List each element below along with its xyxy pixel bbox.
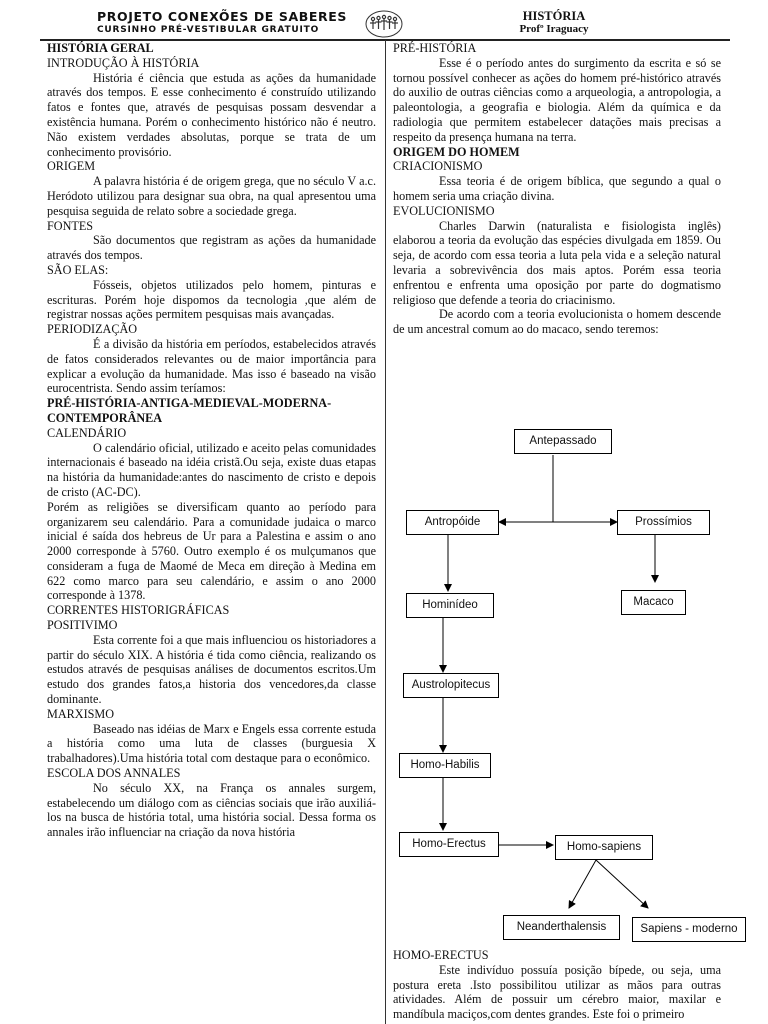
column-divider <box>385 40 386 1024</box>
project-subtitle: CURSINHO PRÉ-VESTIBULAR GRATUITO <box>97 25 320 35</box>
left-column <box>47 41 376 840</box>
section-heading: CRIACIONISMO <box>393 159 483 174</box>
node-homo-sapiens: Homo-sapiens <box>555 835 653 860</box>
section-heading: ESCOLA DOS ANNALES <box>47 766 181 781</box>
paragraph: Charles Darwin (naturalista e fisiologista inglês) elaborou a teoria da evolução das espécies divulgada em 1859. Ou seja, de acordo com essa teoria a luta pela vida e a seleção natural levaria a sobrevivência dos mais aptos. Porém essa teoria enfrentou e enfrenta uma oposição por parte do dogmatismo religioso que defende a teoria do criacinismo. <box>393 218 721 307</box>
paragraph: História é ciência que estuda as ações da humanidade através dos tempos. E esse conhecimento é construído utilizando fatos e fontes que, através de pesquisas possam desvendar a existência humana. Porém o conhecimento histórico não é neutro. Não existem verdades absolutas, porque se trata de um conhecimento provisório. <box>47 70 376 159</box>
section-heading: CALENDÁRIO <box>47 425 127 440</box>
page-header <box>0 0 768 44</box>
evolution-diagram <box>393 420 768 950</box>
section-heading: SÃO ELAS: <box>47 262 109 277</box>
node-hominideo: Hominídeo <box>406 593 494 618</box>
project-logo-icon <box>364 9 404 39</box>
section-heading: PERIODIZAÇÃO <box>47 322 138 337</box>
paragraph: Este indivíduo possuía posição bípede, ou seja, uma postura ereta .Isto possibilitou utilizar as mãos para outras atividades. Além de possuir um cérebro maior, maxilar e mandíbula maciços,com dentes grandes. Este foi o primeiro <box>393 962 721 1022</box>
page-title: HISTÓRIA GERAL <box>47 41 154 55</box>
section-heading: EVOLUCIONISMO <box>393 203 495 218</box>
paragraph: Essa teoria é de origem bíblica, que segundo a qual o homem seria uma criação divina. <box>393 174 721 203</box>
project-title: PROJETO CONEXÕES DE SABERES <box>97 9 347 24</box>
periods-list: PRÉ-HISTÓRIA-ANTIGA-MEDIEVAL-MODERNA-CONTEMPORÂNEA <box>47 396 332 425</box>
paragraph: De acordo com a teoria evolucionista o homem descende de um ancestral comum ao do macaco, sendo teremos: <box>393 307 721 337</box>
section-heading: CORRENTES HISTORIGRÁFICAS <box>47 603 230 618</box>
subject-title: HISTÓRIA <box>522 9 586 23</box>
right-column-bottom <box>393 948 721 1022</box>
section-heading: MARXISMO <box>47 706 115 721</box>
paragraph: A palavra história é de origem grega, que no século V a.c. Heródoto utilizou para designar sua obra, na qual apresentou uma pesquisa seguida de relato sobre a sociedade grega. <box>47 174 376 218</box>
paragraph: Esta corrente foi a que mais influenciou os historiadores a partir do século XIX. A história é tida como ciência, realizando os estudos através de pesquisas análises de documentos escritos.Um estudo dos grandes fatos,a historia dos vencedores,da classe dominante. <box>47 632 376 707</box>
paragraph: É a divisão da história em períodos, estabelecidos através de fatos considerados relevantes ou de maior importância para explicar a evolução da humanidade. Mas isso é baseado na visão eurocentrista. Sendo assim teríamos: <box>47 336 376 396</box>
node-prossimios: Prossímios <box>617 510 710 535</box>
paragraph: Esse é o período antes do surgimento da escrita e só se tornou possível conhecer as ações do homem pré-histórico através do auxilio de outras ciências como a arqueologia, a antropologia, a paleontologia, a geografia e biologia. Além da química e da radiologia que permitem estabelecer datações mais precisas a respeito da presença humana na terra. <box>393 55 721 144</box>
section-heading: FONTES <box>47 218 94 233</box>
section-heading: INTRODUÇÃO À HISTÓRIA <box>47 55 200 70</box>
paragraph: O calendário oficial, utilizado e aceito pelas comunidades internacionais é baseado na idéia cristã.Ou seja, existe duas etapas na história da humanidade:antes do nascimento de cristo e depois de cristo (AC-DC). <box>47 440 376 499</box>
node-antropoide: Antropóide <box>406 510 499 535</box>
node-sapiens-moderno: Sapiens - moderno <box>632 917 746 942</box>
node-homo-habilis: Homo-Habilis <box>399 753 491 778</box>
node-homo-erectus: Homo-Erectus <box>399 832 499 857</box>
node-antepassado: Antepassado <box>514 429 612 454</box>
node-austrolopitecus: Austrolopitecus <box>403 673 499 698</box>
right-column <box>393 41 721 337</box>
teacher-name: Profº Iraguacy <box>519 23 589 35</box>
project-block <box>97 10 347 36</box>
section-heading: PRÉ-HISTÓRIA <box>393 41 477 55</box>
paragraph: Porém as religiões se diversificam quanto ao período para organizarem seu calendário. Para a comunidade judaica o marco inicial é saída dos hebreus de Ur para a Palestina e assim o ano 2000 corresponde à 5760. Outro exemplo é os mulçumanos que consideram a fuga de Maomé de Meca em direção à Medina em 622 como marco para seu calendário, e assim o ano 2000 corresponde à 1378. <box>47 499 376 603</box>
section-heading: ORIGEM <box>47 159 96 174</box>
paragraph: São documentos que registram as ações da humanidade através dos tempos. <box>47 233 376 263</box>
connector-arrow <box>596 860 648 908</box>
subject-block <box>484 10 624 36</box>
paragraph: Baseado nas idéias de Marx e Engels essa corrente estuda a história como uma luta de classes (burguesia X trabalhadores).Uma história total com destaque para o econômico. <box>47 721 376 766</box>
section-heading: HOMO-ERECTUS <box>393 948 489 962</box>
section-heading: ORIGEM DO HOMEM <box>393 144 520 159</box>
subsection-heading: POSITIVIMO <box>47 618 118 633</box>
paragraph: Fósseis, objetos utilizados pelo homem, pinturas e escrituras. Porém hoje dispomos da tecnologia ,que além de registrar nossas ações permitem pesquisas mais avançadas. <box>47 277 376 322</box>
node-macaco: Macaco <box>621 590 686 615</box>
paragraph: No século XX, na França os annales surgem, estabelecendo um diálogo com as ciências sociais que irão auxiliá-los na busca de história total, uma história social. Dessa forma os annales irão influenciar na criação da nova história <box>47 780 376 840</box>
connector-arrow <box>569 860 596 908</box>
node-neanderthalensis: Neanderthalensis <box>503 915 620 940</box>
